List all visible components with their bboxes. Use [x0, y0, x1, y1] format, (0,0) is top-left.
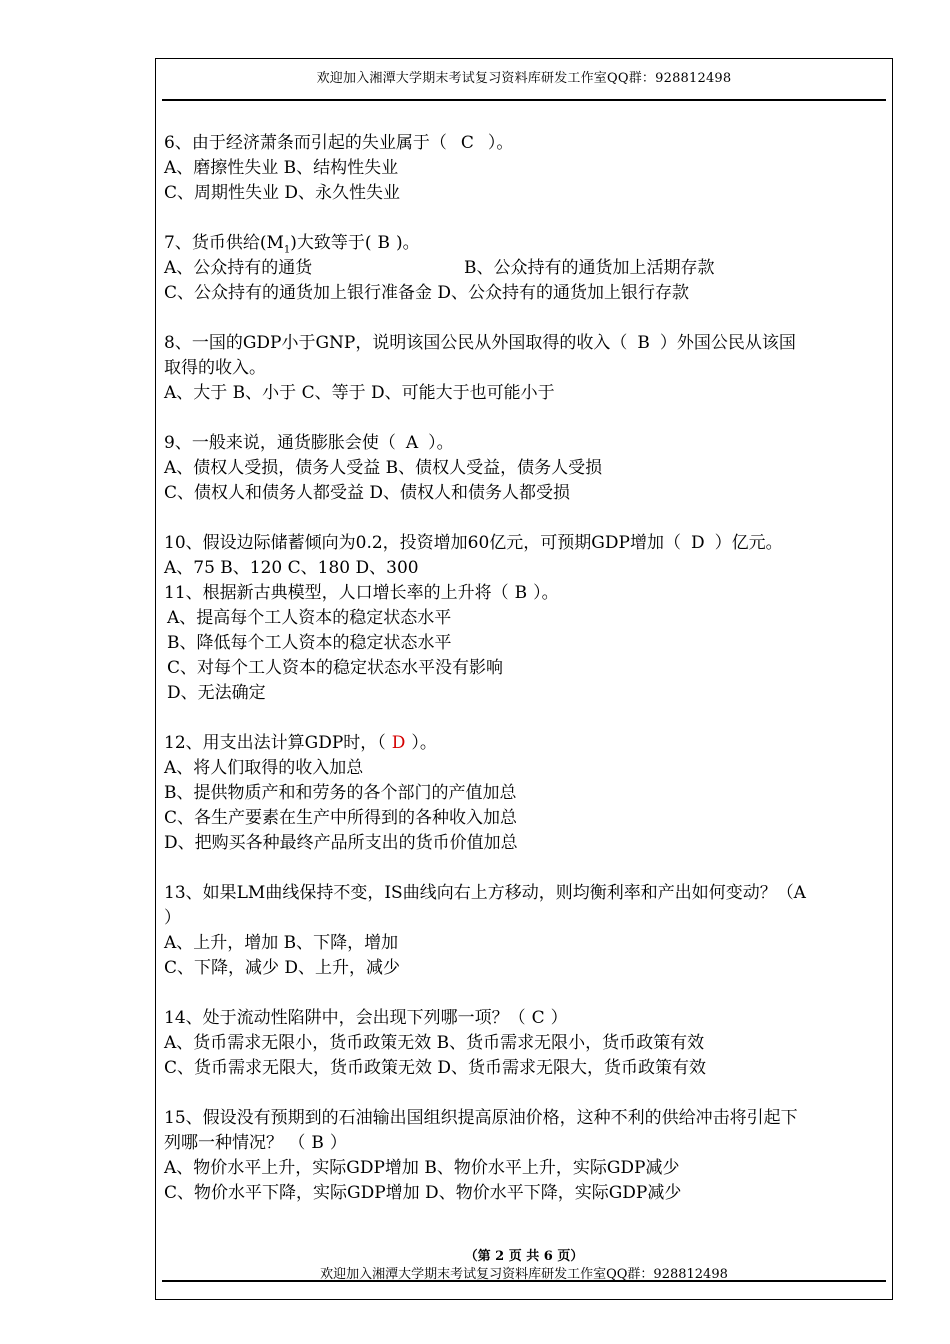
question-6-options-cd: C、周期性失业 D、永久性失业 [164, 183, 401, 203]
question-11-answer: B [514, 583, 528, 603]
question-15-stem-line2: 列哪一种情况？ （ B ） [164, 1131, 884, 1156]
page-header: 欢迎加入湘潭大学期末考试复习资料库研发工作室QQ群：928812498 [316, 71, 732, 86]
question-9-options-cd: C、债权人和债务人都受益 D、债权人和债务人都受损 [164, 483, 571, 503]
question-7-answer: B [377, 233, 390, 253]
question-8-stem-line2: 取得的收入。 [164, 358, 266, 378]
question-12-option-c: C、各生产要素在生产中所得到的各种收入加总 [164, 808, 518, 828]
question-11-stem: 11、根据新古典模型，人口增长率的上升将（ B ）。 [164, 581, 884, 606]
question-8-answer: B [637, 333, 650, 353]
header-divider [162, 99, 886, 101]
question-7-stem: 7、货币供给$(M_1)$大致等于( B )。 [164, 233, 420, 256]
question-10-options: A、75 B、120 C、180 D、300 [164, 558, 419, 578]
question-10-answer: D [690, 533, 705, 553]
question-12-answer: D [391, 733, 406, 753]
question-9-stem: 9、一般来说，通货膨胀会使（ A ）。 [164, 431, 884, 456]
question-12-option-b: B、提供物质产和和劳务的各个部门的产值加总 [164, 783, 517, 803]
question-14-options-ab: A、货币需求无限小，货币政策无效 B、货币需求无限小，货币政策有效 [164, 1033, 705, 1053]
footer-divider [162, 1280, 886, 1282]
question-15-options-ab: A、物价水平上升，实际GDP增加 B、物价水平上升，实际GDP减少 [164, 1158, 680, 1178]
question-14-stem: 14、处于流动性陷阱中，会出现下列哪一项？（ C ） [164, 1006, 884, 1031]
question-8-options: A、大于 B、小于 C、等于 D、可能大于也可能小于 [164, 383, 555, 403]
question-7-options-ab: A、公众持有的通货 B、公众持有的通货加上活期存款 [164, 258, 715, 278]
page-number: （第 2 页 共 6 页） [464, 1249, 584, 1264]
question-14-answer: C [531, 1008, 545, 1028]
question-6-options-ab: A、磨擦性失业 B、结构性失业 [164, 158, 399, 178]
question-13-stem: 13、如果LM曲线保持不变，IS曲线向右上方移动，则均衡利率和产出如何变动？（A [164, 883, 806, 903]
question-12-option-d: D、把购买各种最终产品所支出的货币价值加总 [164, 833, 518, 853]
question-12-stem: 12、用支出法计算GDP时，（ D ）。 [164, 731, 884, 756]
question-11-option-b: B、降低每个工人资本的稳定状态水平 [167, 633, 452, 653]
question-11-option-d: D、无法确定 [167, 683, 266, 703]
question-15-stem: 15、假设没有预期到的石油输出国组织提高原油价格，这种不利的供给冲击将引起下 [164, 1108, 798, 1128]
question-14-options-cd: C、货币需求无限大，货币政策无效 D、货币需求无限大，货币政策有效 [164, 1058, 707, 1078]
question-9-options-ab: A、债权人受损，债务人受益 B、债权人受益，债务人受损 [164, 458, 603, 478]
question-6-answer: C [460, 133, 474, 153]
question-11-option-c: C、对每个工人资本的稳定状态水平没有影响 [167, 658, 504, 678]
question-12-option-a: A、将人们取得的收入加总 [164, 758, 364, 778]
question-8-stem: 8、一国的GDP小于GNP，说明该国公民从外国取得的收入（ B ）外国公民从该国 [164, 331, 884, 356]
question-list [164, 131, 884, 1206]
question-13-stem-line2: ） [164, 908, 181, 928]
question-9-answer: A [405, 433, 419, 453]
question-15-options-cd: C、物价水平下降，实际GDP增加 D、物价水平下降，实际GDP减少 [164, 1183, 682, 1203]
question-13-options-ab: A、上升，增加 B、下降，增加 [164, 933, 399, 953]
question-11-option-a: A、提高每个工人资本的稳定状态水平 [167, 608, 452, 628]
question-10-stem: 10、假设边际储蓄倾向为0.2，投资增加60亿元，可预期GDP增加（ D ）亿元。 [164, 531, 884, 556]
question-15-answer: B [311, 1133, 324, 1153]
question-6-stem: 6、由于经济萧条而引起的失业属于（ C ）。 [164, 131, 884, 156]
question-7-options-cd: C、公众持有的通货加上银行准备金 D、公众持有的通货加上银行存款 [164, 283, 690, 303]
page-frame [155, 58, 893, 1300]
page-footer: 欢迎加入湘潭大学期末考试复习资料库研发工作室QQ群：928812498 [320, 1267, 728, 1282]
question-13-options-cd: C、下降，减少 D、上升，减少 [164, 958, 401, 978]
